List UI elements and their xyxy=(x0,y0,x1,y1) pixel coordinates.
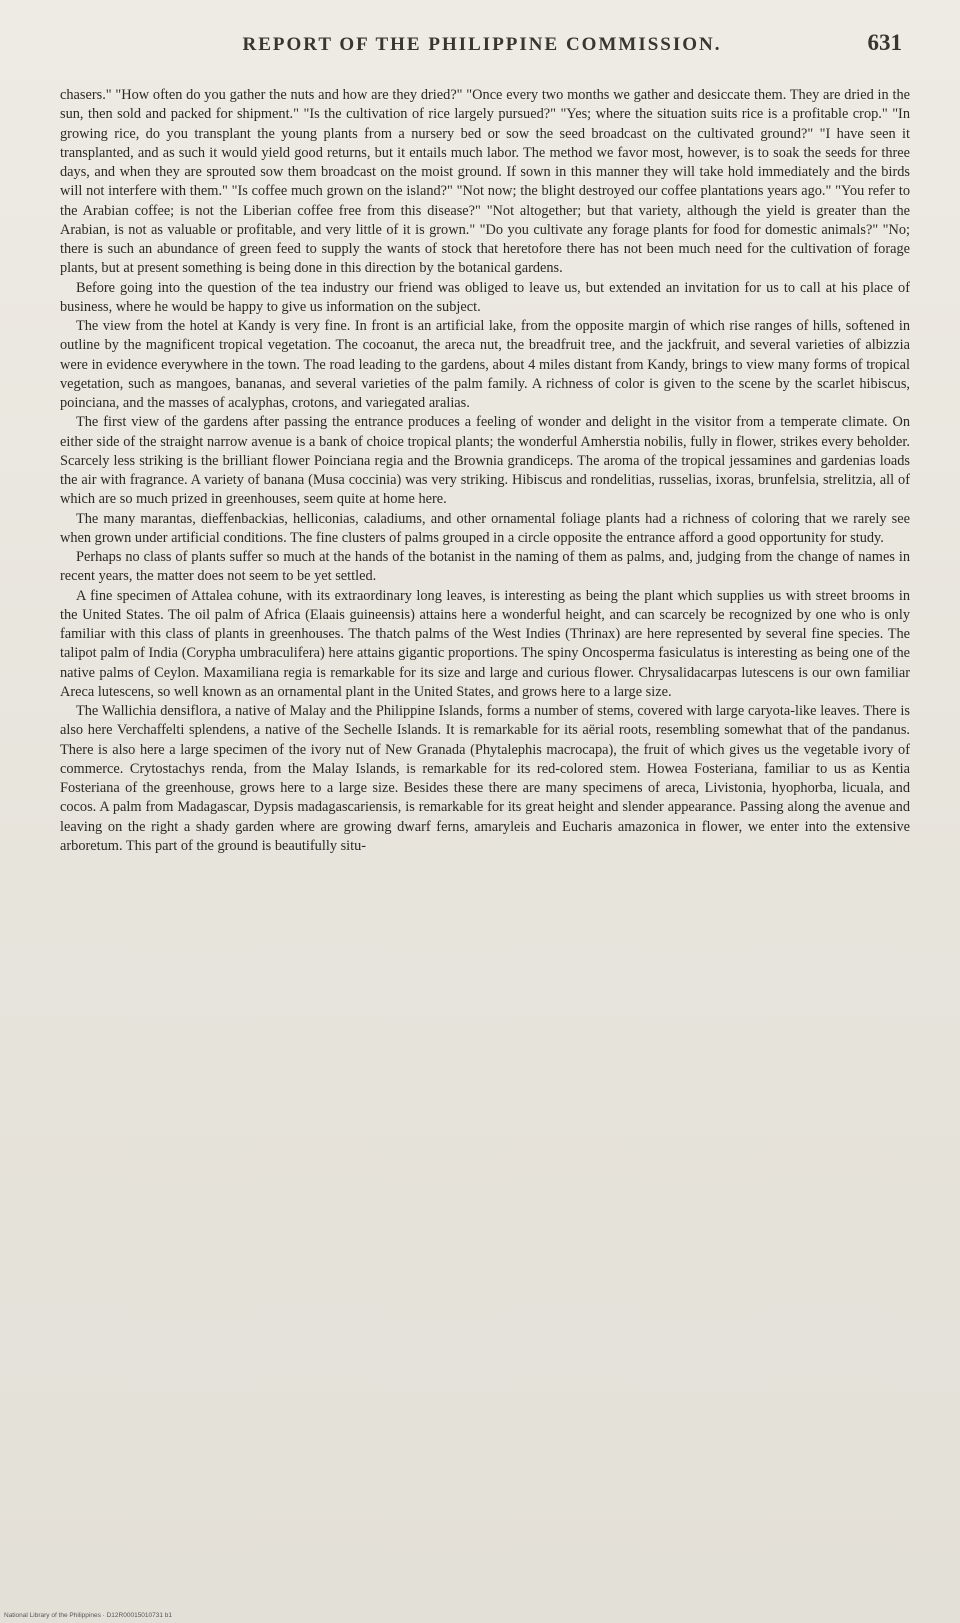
paragraph-palm-specimens: A fine specimen of Attalea cohune, with its extraordinary long leaves, is interesting as being the plant which supplies us with street brooms in the United States. The oil palm of Africa (Elaais guineensis) attains here a wonderful height, and can scarcely be recognized by one who is only familiar with this class of plants in greenhouses. The thatch palms of the West Indies (Thrinax) are here represented by several fine species. The talipot palm of India (Corypha umbraculifera) here attains gigantic proportions. The spiny Oncosperma fasiculatus is interesting as being one of the native palms of Ceylon. Maxamiliana regia is remarkable for its size and large and curious flower. Chrysalidacarpas lutescens is our own familiar Areca lutescens, so well known as an ornamental plant in the United States, and grows here to a large size. xyxy=(60,587,910,700)
paragraph-gardens-first-view: The first view of the gardens after passing the entrance produces a feeling of wonder and delight in the visitor from a temperate climate. On either side of the straight narrow avenue is a bank of choice tropical plants; the wonderful Amherstia nobilis, fully in flower, strikes every beholder. Scarcely less striking is the brilliant flower Poinciana regia and the Brownia grandiceps. The aroma of the tropical jessamines and gardenias loads the air with fragrance. A variety of banana (Musa coccinia) was very striking. Hibiscus and rondelitias, russelias, ixoras, brunfelsia, strelitzia, all of which are so much prized in greenhouses, seem quite at home here. xyxy=(60,414,910,508)
running-head: REPORT OF THE PHILIPPINE COMMISSION. xyxy=(242,34,722,55)
archive-stamp: National Library of the Philippines · D12R00015010731 b1 xyxy=(4,1612,173,1619)
page-header xyxy=(62,30,902,66)
paragraph-continued: chasers." "How often do you gather the nuts and how are they dried?" "Once every two months we gather and desiccate them. They are dried in the sun, then sold and packed for shipment." "Is the cultivation of rice largely pursued?" "Yes; where the situation suits rice is a profitable crop." "In growing rice, do you transplant the young plants from a nursery bed or sow the seed broadcast on the cultivated ground?" "I have seen it transplanted, and as such it would yield good returns, but it entails much labor. The method we favor most, however, is to soak the seeds for three days, and when they are sprouted sow them broadcast on the moist ground. If sown in this manner they will take hold immediately and the birds will not interfere with them." "Is coffee much grown on the island?" "Not now; the blight destroyed our coffee plantations years ago." "You refer to the Arabian coffee; is not the Liberian coffee free from this disease?" "Not altogether; but that variety, although the yield is greater than the Arabian, is not as valuable or profitable, and very little of it is grown." "Do you cultivate any forage plants for food for domestic animals?" "No; there is such an abundance of green feed to supply the wants of stock that heretofore there has not been much need for the cultivation of forage plants, but at present something is being done in this direction by the botanical gardens. xyxy=(60,87,910,277)
body-text xyxy=(60,86,910,1556)
page-number: 631 xyxy=(867,30,902,55)
paragraph-palm-naming: Perhaps no class of plants suffer so much at the hands of the botanist in the naming of them as palms, and, judging from the change of names in recent years, the matter does not seem to be yet settled. xyxy=(60,549,910,585)
paragraph-foliage-plants: The many marantas, dieffenbackias, helliconias, caladiums, and other ornamental foliage plants had a richness of coloring that we rarely see when grown under artificial conditions. The fine clusters of palms grouped in a circle opposite the entrance afford a good opportunity for study. xyxy=(60,510,910,546)
paragraph-wallichia: The Wallichia densiflora, a native of Malay and the Philippine Islands, forms a number of stems, covered with large caryota-like leaves. There is also here Verchaffelti splendens, a native of the Sechelle Islands. It is remarkable for its aërial roots, resembling somewhat that of the pandanus. There is also here a large specimen of the ivory nut of New Granada (Phytalephis macrocapa), the fruit of which gives us the vegetable ivory of commerce. Crytostachys renda, from the Malay Islands, is remarkable for its red-colored stem. Howea Fosteriana, familiar to us as Kentia Fosteriana of the greenhouse, grows here to a large size. Besides these there are many specimens of areca, Livistonia, hyophorba, licuala, and cocos. A palm from Madagascar, Dypsis madagascariensis, is remarkable for its great height and slender appearance. Passing along the avenue and leaving on the right a shady garden where are growing dwarf ferns, amaryleis and Eucharis amazonica in flower, we enter into the extensive arboretum. This part of the ground is beautifully situ- xyxy=(60,703,910,854)
paragraph-kandy-view: The view from the hotel at Kandy is very fine. In front is an artificial lake, from the opposite margin of which rise ranges of hills, softened in outline by the magnificent tropical vegetation. The cocoanut, the areca nut, the breadfruit tree, and the jackfruit, and several varieties of albizzia were in evidence everywhere in the town. The road leading to the gardens, about 4 miles distant from Kandy, brings to view many forms of tropical vegetation, such as mangoes, bananas, and several varieties of the palm family. A richness of color is given to the scene by the scarlet hibiscus, poinciana, and the masses of acalyphas, crotons, and variegated aralias. xyxy=(60,318,910,411)
paragraph-tea-industry: Before going into the question of the tea industry our friend was obliged to leave us, but extended an invitation for us to call at his place of business, where he would be happy to give us information on the subject. xyxy=(60,279,910,315)
